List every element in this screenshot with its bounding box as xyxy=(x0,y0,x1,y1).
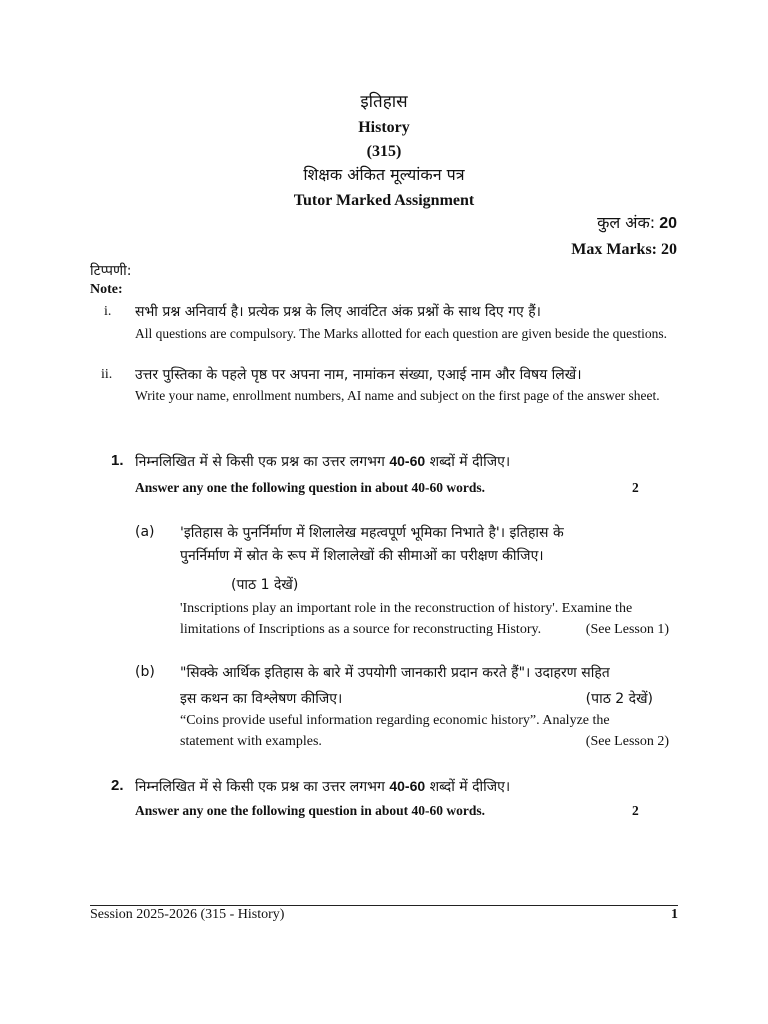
option-hindi-line2: पुनर्निर्माण में स्रोत के रूप में शिलालेखों की सीमाओं का परीक्षण कीजिए। xyxy=(180,548,544,564)
note-item-number: ii. xyxy=(101,367,113,382)
question-marks: 2 xyxy=(632,480,639,495)
option-hindi-reference: (पाठ 2 देखें) xyxy=(585,691,653,707)
note-item-hindi: उत्तर पुस्तिका के पहले पृष्ठ पर अपना नाम, नामांकन संख्या, एआई नाम और विषय लिखें। xyxy=(135,367,582,383)
assignment-title-hindi: शिक्षक अंकित मूल्यांकन पत्र xyxy=(303,165,465,184)
option-hindi-line1: "सिक्के आर्थिक इतिहास के बारे में उपयोगी जानकारी प्रदान करते हैं"। उदाहरण सहित xyxy=(180,665,610,681)
note-label-hindi: टिप्पणी: xyxy=(90,263,132,279)
question-number: 2. xyxy=(111,777,124,794)
note-item-hindi: सभी प्रश्न अनिवार्य है। प्रत्येक प्रश्न के लिए आवंटित अंक प्रश्नों के साथ दिए गए हैं। xyxy=(135,304,541,320)
option-english-reference: (See Lesson 1) xyxy=(585,622,669,637)
max-marks-english: Max Marks: 20 xyxy=(571,241,677,258)
option-hindi-line1: 'इतिहास के पुनर्निर्माण में शिलालेख महत्वपूर्ण भूमिका निभाते है'। इतिहास के xyxy=(180,525,564,541)
option-hindi-reference: (पाठ 1 देखें) xyxy=(231,577,299,593)
option-english-line2: statement with examples. xyxy=(180,734,322,749)
max-marks-hindi-value: 20 xyxy=(659,215,677,232)
max-marks-hindi xyxy=(597,211,677,233)
title-english: History xyxy=(358,119,410,136)
option-hindi-line2: इस कथन का विश्लेषण कीजिए। xyxy=(180,691,343,707)
option-english-line1: “Coins provide useful information regarding economic history”. Analyze the xyxy=(180,713,610,728)
question-number: 1. xyxy=(111,452,124,469)
option-label: (b) xyxy=(135,664,155,680)
note-label-english: Note: xyxy=(90,282,123,297)
note-item-english: Write your name, enrollment numbers, AI name and subject on the first page of the answer sheet. xyxy=(135,388,660,403)
question-instruction-english: Answer any one the following question in about 40-60 words. xyxy=(135,480,486,495)
question-instruction-english: Answer any one the following question in about 40-60 words. xyxy=(135,803,486,818)
footer-divider xyxy=(90,905,678,906)
question-instruction-hindi: निम्नलिखित में से किसी एक प्रश्न का उत्तर लगभग 40-60 शब्दों में दीजिए। xyxy=(135,453,511,470)
option-label: (a) xyxy=(135,524,155,540)
question-instruction-hindi: निम्नलिखित में से किसी एक प्रश्न का उत्तर लगभग 40-60 शब्दों में दीजिए। xyxy=(135,778,511,795)
page-number: 1 xyxy=(671,907,678,922)
assignment-title-english: Tutor Marked Assignment xyxy=(293,192,475,209)
option-english-line2: limitations of Inscriptions as a source for reconstructing History. xyxy=(180,622,542,637)
max-marks-hindi-label: कुल अंक: xyxy=(597,213,656,232)
note-item-english: All questions are compulsory. The Marks allotted for each question are given beside the questions. xyxy=(135,326,667,341)
title-hindi: इतिहास xyxy=(360,92,408,112)
question-marks: 2 xyxy=(632,803,639,818)
subject-code: (315) xyxy=(366,143,402,160)
option-english-reference: (See Lesson 2) xyxy=(585,734,669,749)
note-item-number: i. xyxy=(104,304,112,319)
footer-session: Session 2025-2026 (315 - History) xyxy=(90,907,285,922)
option-english-line1: 'Inscriptions play an important role in the reconstruction of history'. Examine the xyxy=(180,601,633,616)
